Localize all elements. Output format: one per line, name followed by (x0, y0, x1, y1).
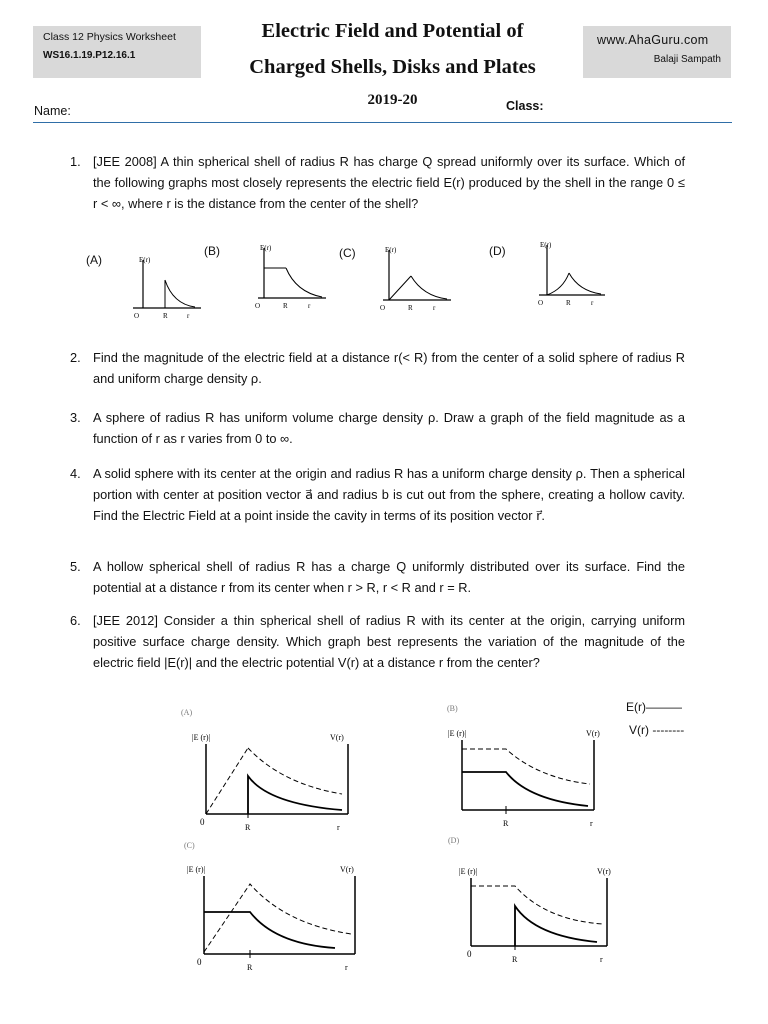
axis-label-v: V(r) (586, 729, 600, 738)
r-tick-label: R (408, 304, 413, 312)
academic-year: 2019-20 (367, 92, 418, 108)
q1-graph-d (535, 237, 615, 309)
r-axis-label: r (590, 819, 593, 828)
r-tick-label: R (245, 823, 251, 832)
q6-option-d-label: (D) (448, 836, 460, 845)
q1-graph-b (250, 240, 330, 312)
q1-graph-a (125, 250, 205, 322)
axis-label-emag: |E (r)| (448, 729, 467, 738)
question-number: 6. (70, 613, 81, 628)
q6-option-b-label: (B) (447, 704, 458, 713)
page-title-line2: Charged Shells, Disks and Plates (249, 56, 536, 78)
question-1-text: [JEE 2008] A thin spherical shell of radius R has charge Q spread uniformly over its surface. Which of the following graphs most closely represents the electric field E(r) produced by the shell in the range 0 ≤ r < ∞, where r is the distance from the center of the shell? (93, 154, 685, 211)
origin-label: 0 (200, 817, 205, 827)
question-2-text: Find the magnitude of the electric field at a distance r(< R) from the center of a solid sphere of radius R and uniform charge density ρ. (93, 350, 685, 386)
origin-label: O (255, 302, 261, 310)
r-axis-label: r (308, 302, 311, 310)
origin-label: 0 (197, 957, 202, 967)
axis-label-v: V(r) (340, 865, 354, 874)
r-tick-label: R (512, 955, 518, 962)
r-axis-label: r (345, 963, 348, 972)
origin-label: O (538, 299, 544, 307)
r-tick-label: R (283, 302, 288, 310)
class-label: Class: (506, 99, 544, 113)
website-link[interactable]: www.AhaGuru.com (597, 33, 709, 47)
question-4-text: A solid sphere with its center at the origin and radius R has a uniform charge density ρ. Then a spherical portion with center at position vector a⃗ and radius b is cut out from the sphere, creating a hollow cavity. Find the Electric Field at a point inside the cavity in terms of its position vector r⃗. (93, 466, 685, 523)
axis-label-e: E(r) (385, 246, 397, 254)
q1-option-b-label: (B) (204, 244, 220, 258)
axis-label-emag: |E (r)| (192, 733, 211, 742)
question-number: 1. (70, 154, 81, 169)
q1-graph-c (375, 242, 455, 314)
question-number: 3. (70, 410, 81, 425)
axis-label-e: E(r) (540, 241, 552, 249)
name-label: Name: (34, 104, 71, 118)
r-axis-label: r (187, 312, 190, 320)
q1-option-a-label: (A) (86, 253, 102, 267)
q6-graph-d (445, 832, 625, 962)
axis-label-e: E(r) (260, 244, 272, 252)
legend-field: E(r)——— (626, 700, 682, 714)
question-number: 4. (70, 466, 81, 481)
q1-option-c-label: (C) (339, 246, 356, 260)
legend-potential: V(r) -------- (629, 723, 685, 737)
q1-option-d-label: (D) (489, 244, 506, 258)
question-5-text: A hollow spherical shell of radius R has a charge Q uniformly distributed over its surface. Find the potential at a distance r from its center when r > R, r < R and r = R. (93, 559, 685, 595)
r-tick-label: R (247, 963, 253, 972)
q6-option-c-label: (C) (184, 841, 195, 850)
page-title-line1: Electric Field and Potential of (261, 20, 524, 42)
q6-graph-a (172, 704, 362, 834)
question-number: 5. (70, 559, 81, 574)
axis-label-e: E(r) (139, 256, 151, 264)
q6-graph-c (175, 836, 365, 976)
header-left-box (33, 26, 201, 78)
origin-label: O (134, 312, 140, 320)
q6-graph-b (438, 700, 618, 830)
worksheet-code: WS16.1.19.P12.16.1 (43, 50, 136, 61)
q6-option-a-label: (A) (181, 708, 193, 717)
r-axis-label: r (433, 304, 436, 312)
r-axis-label: r (600, 955, 603, 962)
axis-label-v: V(r) (597, 867, 611, 876)
axis-label-emag: |E (r)| (187, 865, 206, 874)
r-tick-label: R (566, 299, 571, 307)
author-name: Balaji Sampath (653, 54, 721, 65)
origin-label: O (380, 304, 386, 312)
r-axis-label: r (591, 299, 594, 307)
origin-label: 0 (467, 949, 472, 959)
r-tick-label: R (503, 819, 509, 828)
question-6-text: [JEE 2012] Consider a thin spherical shell of radius R with its center at the origin, carrying uniform positive surface charge density. Which graph best represents the variation of the magnitude of the electric field |E(r)| and the electric potential V(r) at a distance r from the center? (93, 613, 685, 670)
r-axis-label: r (337, 823, 340, 832)
header-divider (33, 122, 732, 123)
r-tick-label: R (163, 312, 168, 320)
header-right-box (583, 26, 731, 78)
worksheet-label: Class 12 Physics Worksheet (43, 31, 176, 43)
question-number: 2. (70, 350, 81, 365)
question-3-text: A sphere of radius R has uniform volume charge density ρ. Draw a graph of the field magnitude as a function of r as r varies from 0 to ∞. (93, 410, 685, 446)
axis-label-emag: |E (r)| (459, 867, 478, 876)
axis-label-v: V(r) (330, 733, 344, 742)
